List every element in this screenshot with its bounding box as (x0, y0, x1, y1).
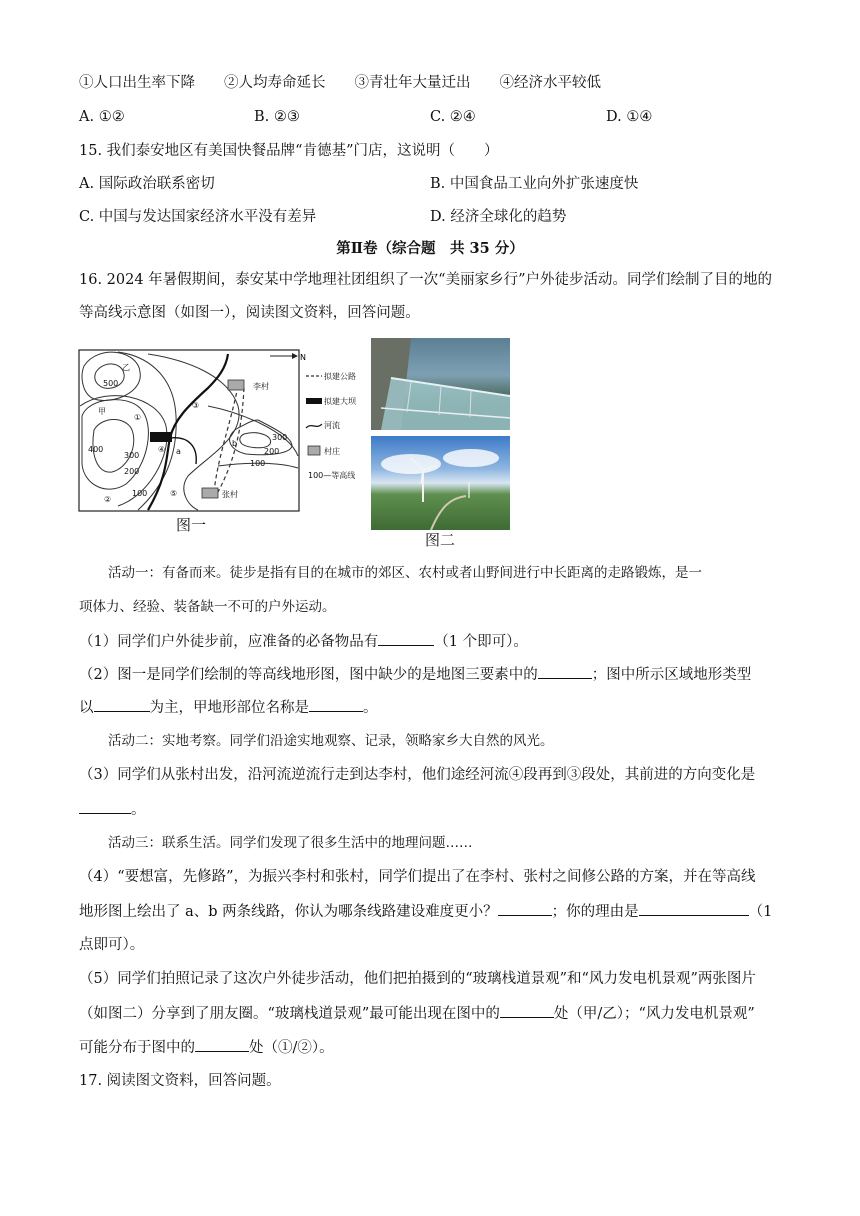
legend-river: 河流 (324, 421, 340, 430)
contour-label-200b: 200 (264, 447, 280, 456)
glass-walkway-photo (371, 338, 510, 430)
q15-option-a: A. 国际政治联系密切 (79, 176, 215, 192)
answer-blank (500, 1003, 554, 1018)
q15-option-c: C. 中国与发达国家经济水平没有差异 (79, 209, 317, 225)
contour-label-500: 500 (103, 379, 119, 388)
wind-turbine-photo (371, 436, 510, 530)
q14-option-c: C. ②④ (430, 109, 476, 125)
q14-option-a: A. ①② (79, 109, 125, 125)
q16-part5-line1: （5）同学们拍照记录了这次户外徒步活动，他们把拍摄到的“玻璃栈道景观”和“风力发电机景观”两张图片 (79, 971, 756, 987)
point-1: ① (134, 413, 142, 422)
answer-blank (79, 799, 131, 814)
q14-factors: ①人口出生率下降 ②人均寿命延长 ③青壮年大量迁出 ④经济水平较低 (79, 75, 601, 91)
answer-blank (639, 901, 749, 916)
legend-dam: 拟建大坝 (324, 397, 356, 406)
section-title: 第Ⅱ卷（综合题 共 35 分） (336, 240, 524, 257)
point-2: ② (104, 495, 112, 504)
activity1-line2: 项体力、经验、装备缺一不可的户外运动。 (79, 599, 336, 615)
answer-blank (538, 664, 592, 679)
legend-contour: 100—等高线 (308, 471, 356, 480)
point-3: ③ (192, 401, 200, 410)
q16-part3-line2: 。 (79, 799, 146, 820)
village-zhang: 张村 (222, 490, 238, 499)
answer-blank (309, 697, 363, 712)
q16-part5-line2: （如图二）分享到了朋友圈。“玻璃栈道景观”最可能出现在图中的 处（甲/乙）；“风力发电机景观” (79, 1003, 755, 1024)
contour-map (78, 346, 368, 514)
q16-part4-line1: （4）“要想富，先修路”，为振兴李村和张村，同学们提出了在李村、张村之间修公路的方案，并在等高线 (79, 869, 756, 885)
point-b: b (232, 439, 238, 448)
figure1-caption: 图一 (176, 516, 207, 534)
q15-option-d: D. 经济全球化的趋势 (430, 209, 567, 225)
answer-blank (378, 631, 434, 646)
answer-blank (498, 901, 552, 916)
q15-stem: 15. 我们泰安地区有美国快餐品牌“肯德基”门店，这说明（ ） (79, 143, 499, 159)
activity1-line1: 活动一：有备而来。徒步是指有目的在城市的郊区、农村或者山野间进行中长距离的走路锻炼，是一 (108, 565, 702, 581)
q16-part5-line3: 可能分布于图中的 处（①/②）。 (79, 1037, 334, 1058)
point-4: ④ (158, 445, 166, 454)
q15-option-b: B. 中国食品工业向外扩张速度快 (430, 176, 639, 192)
contour-label-100b: 100 (250, 459, 266, 468)
point-yi: 乙 (122, 363, 130, 372)
figure2-caption: 图二 (425, 531, 456, 549)
q16-part1: （1）同学们户外徒步前，应准备的必备物品有 （1 个即可）。 (79, 631, 528, 652)
legend-road: 拟建公路 (324, 372, 356, 381)
village-li: 李村 (253, 382, 269, 391)
q14-option-d: D. ①④ (606, 109, 653, 125)
answer-blank (94, 697, 150, 712)
north-label: N (300, 353, 306, 362)
point-5: ⑤ (170, 489, 178, 498)
q16-part2-line2: 以 为主，甲地形部位名称是 。 (79, 697, 378, 718)
contour-label-100: 100 (132, 489, 148, 498)
q16-part2-line1: （2）图一是同学们绘制的等高线地形图，图中缺少的是地图三要素中的 ；图中所示区域地形类型 (79, 664, 751, 685)
q16-intro-line2: 等高线示意图（如图一），阅读图文资料，回答问题。 (79, 305, 420, 321)
legend-village: 村庄 (324, 447, 340, 456)
q16-part4-line3: 点即可）。 (79, 937, 145, 953)
q16-part3-line1: （3）同学们从张村出发，沿河流逆流行走到达李村，他们途经河流④段再到③段处，其前进的方向变化是 (79, 767, 756, 783)
q17-stem: 17. 阅读图文资料，回答问题。 (79, 1073, 281, 1089)
contour-label-300b: 300 (272, 433, 288, 442)
point-jia: 甲 (98, 407, 106, 416)
q16-intro-line1: 16. 2024 年暑假期间，泰安某中学地理社团组织了一次“美丽家乡行”户外徒步活动。同学们绘制了目的地的 (79, 272, 773, 288)
point-a: a (176, 447, 181, 456)
contour-label-300: 300 (124, 451, 140, 460)
q14-option-b: B. ②③ (254, 109, 300, 125)
activity2-line: 活动二：实地考察。同学们沿途实地观察、记录，领略家乡大自然的风光。 (108, 733, 554, 749)
q16-part4-line2: 地形图上绘出了 a、b 两条线路，你认为哪条线路建设难度更小？ ；你的理由是 （1 (79, 901, 772, 922)
contour-label-200: 200 (124, 467, 140, 476)
activity3-line: 活动三：联系生活。同学们发现了很多生活中的地理问题…… (108, 835, 473, 851)
contour-label-400: 400 (88, 445, 104, 454)
answer-blank (195, 1037, 249, 1052)
